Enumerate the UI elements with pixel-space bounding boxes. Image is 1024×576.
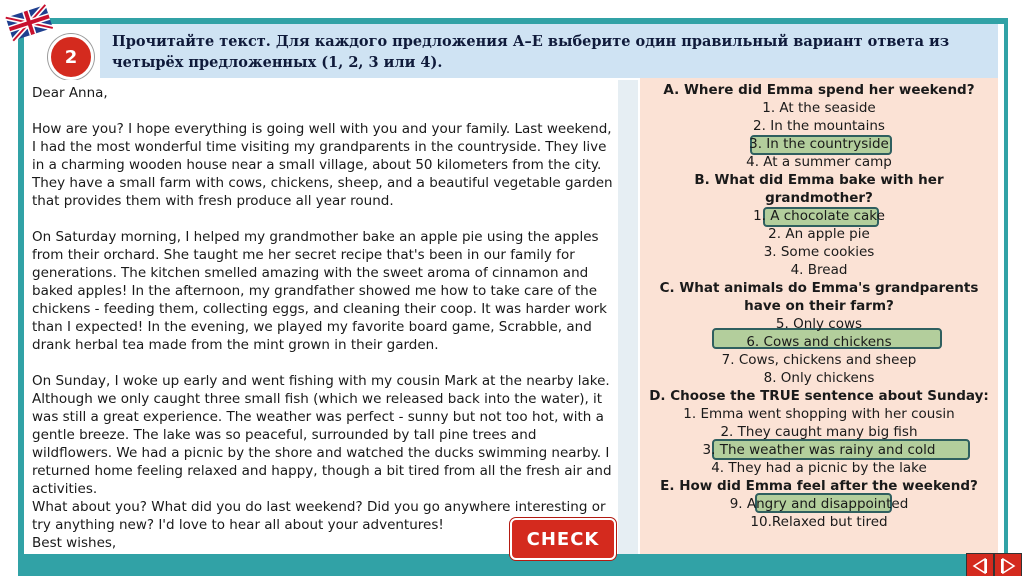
check-button[interactable]: CHECK	[510, 518, 616, 560]
question-c-title: C. What animals do Emma's grandparents have on their farm?	[659, 280, 979, 314]
question-b-option-4[interactable]: 4. Bread	[790, 262, 848, 278]
question-list	[640, 81, 998, 531]
questions-panel[interactable]	[640, 78, 998, 576]
panel-divider	[618, 80, 638, 554]
question-a-title: A. Where did Emma spend her weekend?	[663, 82, 975, 98]
letter-panel[interactable]	[24, 80, 618, 554]
instruction-text: Прочитайте текст. Для каждого предложения А–Е выберите один правильный вариант ответа из четырёх предложенных (1, 2, 3 или 4).	[112, 33, 950, 71]
arrow-right-icon	[999, 558, 1017, 574]
question-c-option-3[interactable]: 7. Cows, chickens and sheep	[721, 352, 917, 368]
question-b-option-1[interactable]: 1. A chocolate cake	[753, 208, 885, 224]
previous-slide-button[interactable]	[966, 553, 994, 576]
question-d-title: D. Choose the TRUE sentence about Sunday:	[649, 388, 989, 404]
question-b-option-2[interactable]: 2. An apple pie	[768, 226, 870, 242]
question-d-option-2[interactable]: 2. They caught many big fish	[720, 424, 918, 440]
letter-text: Dear Anna, How are you? I hope everything is going well with you and your family. Last weekend, I had the most wonderful time visiting my grandparents in the countryside. They live in a charming wooden house near a small village, about 50 kilometers from the city. They have a small farm with cows, chickens, sheep, and a beautiful vegetable garden that provides them with fresh produce all year round. On Saturday morning, I helped my grandmother bake an apple pie using the apples from their orchard. She taught me her secret recipe that's been in our family for generations. The kitchen smelled amazing with the sweet aroma of cinnamon and baked apples! In the afternoon, my grandfather showed me how to take care of the chickens - feeding them, collecting eggs, and cleaning their coop. It was harder work than I expected! In the evening, we played my favorite board game, Scrabble, and drank herbal tea made from the mint grown in their garden. On Sunday, I woke up early and went fishing with my cousin Mark at the nearby lake. Although we only caught three small fish (which we released back into the water), it was still a great experience. The weather was perfect - sunny but not too hot, with a gentle breeze. The lake was so peaceful, surrounded by tall pine trees and wildflowers. We had a picnic by the shore and watched the ducks swimming nearby. I returned home feeling relaxed and happy, though a bit tired from all the fresh air and activities. What about you? What did you do last weekend? Did you go anywhere interesting or try anything new? I'd love to hear all about your adventures! Best wishes,	[32, 85, 613, 551]
question-d-option-4[interactable]: 4. They had a picnic by the lake	[711, 460, 927, 476]
question-b-option-3[interactable]: 3. Some cookies	[763, 244, 875, 260]
next-slide-button[interactable]	[994, 553, 1022, 576]
question-e-title: E. How did Emma feel after the weekend?	[660, 478, 978, 494]
question-c-option-2[interactable]: 6. Cows and chickens	[746, 334, 892, 350]
question-a-option-1[interactable]: 1. At the seaside	[762, 100, 876, 116]
question-e-option-2[interactable]: 10.Relaxed but tired	[750, 514, 888, 530]
question-d-option-3[interactable]: 3. The weather was rainy and cold	[702, 442, 936, 458]
question-d-option-1[interactable]: 1. Emma went shopping with her cousin	[683, 406, 955, 422]
question-a-option-2[interactable]: 2. In the mountains	[753, 118, 885, 134]
question-c-option-1[interactable]: 5. Only cows	[775, 316, 863, 332]
question-b-title: B. What did Emma bake with her grandmother?	[694, 172, 944, 206]
question-a-option-3[interactable]: 3. In the countryside	[749, 136, 889, 152]
question-a-option-4[interactable]: 4. At a summer camp	[746, 154, 892, 170]
task-number-badge: 2	[48, 34, 94, 80]
question-c-option-4[interactable]: 8. Only chickens	[763, 370, 875, 386]
uk-flag-icon[interactable]	[3, 0, 55, 44]
question-e-option-1[interactable]: 9. Angry and disappointed	[729, 496, 909, 512]
arrow-left-icon	[971, 558, 989, 574]
